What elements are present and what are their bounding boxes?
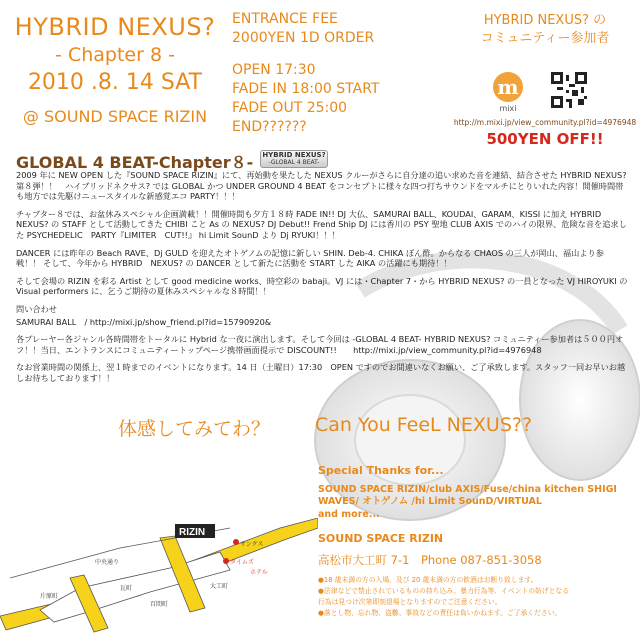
description-paragraph: DANCER には昨年の Beach RAVE、Dj GULD を迎えたオトゲノムの記憶に新しい SHIN. Deb-4. CHIKA ぽん酢。からなる CHAOS の三人が岡山、福山より参戦！！ そして、今年から HYBRID NEXUS? の DANCER として新たに活動を START した AIKA の活躍にも期待！！ bbox=[16, 247, 604, 269]
map-label: 百間町 bbox=[150, 601, 169, 608]
section-title: GLOBAL 4 BEAT-Chapter８- bbox=[16, 153, 254, 172]
catchphrase-japanese: 体感してみてわ？ bbox=[118, 418, 271, 440]
community-title-line1: HYBRID NEXUS? の bbox=[483, 13, 607, 28]
map-label: ホテル bbox=[250, 569, 268, 576]
event-date: 2010 .8. 14 SAT bbox=[27, 70, 203, 95]
qr-code-icon bbox=[551, 72, 587, 108]
description-paragraph: 2009 年に NEW OPEN した『SOUND SPACE RIZIN』にて、再始動を果たした NEXUS クルーがさらに自分達の追い求めた音を連結、結合させた HYBRID NEXUS? 第８弾！！ ハイブリッドネクサス? では GLOBAL かつ UNDER GROUND 4 BEAT をコンセプトに様々な四つ打ちサウンドをマルチにとりいれた内容！開催時間帯も地方では先駆けニュースタイルな新感覚エコ PARTY！！！ bbox=[16, 170, 627, 202]
mixi-logo-text: mixi bbox=[499, 104, 517, 113]
community-title bbox=[455, 12, 635, 48]
description-body bbox=[16, 170, 628, 391]
note-line: ●法律などで禁止されているものの持ち込み、暴力行為等、イベントの妨げとなる bbox=[318, 587, 570, 595]
badge-bottom-text: -GLOBAL 4 BEAT- bbox=[268, 159, 320, 166]
event-chapter: - Chapter 8 - bbox=[55, 44, 175, 66]
fade-out-time: FADE OUT 25:00 END?????? bbox=[232, 100, 348, 135]
thanks-line: and more... bbox=[318, 508, 380, 520]
catchphrase-english: Can You FeeL NEXUS?? bbox=[315, 414, 533, 436]
event-info-block bbox=[232, 10, 412, 137]
discount-text: 500YEN OFF!! bbox=[486, 130, 604, 148]
description-paragraph: チャプター８では、お盆休みスペシャル企画満載！！開催時間も夕方１８時 FADE IN!! DJ 大仏、SAMURAI BALL、KOUDAI、GARAM、KISSI に加え HYBRID NEXUS? の STAFF として活動してきた CHIBI こと As の NEXUS? DJ Debut!! Frend Ship DJ には香川の PSY 聖地 CLUB AXIS でのハイの限界、危険な音を追求した PSYCHEDELIC PARTY『LIMITER CUT!!』 hi Limit SounD より Dj RYUKI！！！ bbox=[16, 208, 627, 240]
map-block bbox=[40, 552, 230, 622]
map-label: 中央通り bbox=[95, 559, 120, 566]
event-title: HYBRID NEXUS? bbox=[14, 13, 216, 41]
note-line: ●18 歳未満の方の入場、及び 20 歳未満の方の飲酒はお断り致します。 bbox=[318, 576, 538, 584]
description-paragraph: 各プレーヤー各ジャンル各時間帯をトータルに Hybrid な一夜に演出します。そして今回は -GLOBAL 4 BEAT- HYBRID NEXUS? コミュニティー参加者は５００円オフ！！当日、エントランスにコミュニティートップページ携帯画面提示で DISCOUNT!! http://mixi.jp/view_community.pl?id=4976948 bbox=[16, 334, 624, 355]
note-line: 行為は見つけ次第即刻退場となりますのでご注意ください。 bbox=[318, 598, 502, 606]
special-thanks-block bbox=[318, 465, 638, 566]
rizin-map-label: RIZIN bbox=[179, 527, 206, 538]
map-label: 片原町 bbox=[40, 593, 59, 600]
contact-line[interactable]: SAMURAI BALL / http://mixi.jp/show_friend.pl?id=15790920& bbox=[16, 316, 272, 327]
event-venue: @ SOUND SPACE RIZIN bbox=[22, 107, 208, 126]
hybrid-nexus-badge bbox=[260, 150, 328, 168]
contact-heading: 問い合わせ bbox=[16, 303, 57, 314]
fee-label: ENTRANCE FEE bbox=[232, 11, 338, 27]
event-title-block bbox=[0, 12, 230, 130]
badge-top-text: HYBRID NEXUS? bbox=[262, 151, 326, 159]
map-label: 瓦町 bbox=[120, 585, 133, 592]
note-line: ●落とし物、忘れ物、盗難、事故などの責任は負いかねます。ご了承ください。 bbox=[318, 609, 562, 617]
thanks-line: WAVES/ オトゲノム /hi Limit SounD/VIRTUAL bbox=[318, 496, 542, 507]
notes-block bbox=[318, 575, 636, 619]
special-thanks-heading: Special Thanks for... bbox=[318, 464, 444, 477]
thanks-line: SOUND SPACE RIZIN/club AXIS/Fuse/china kitchen SHIGI bbox=[318, 483, 617, 495]
community-url[interactable]: http://m.mixi.jp/view_community.pl?id=4976948 bbox=[453, 118, 637, 127]
description-paragraph: そして会場の RIZIN を彩る Artist として good medicine works、時空彩の babaji。VJ には・Chapter 7・から HYBRID NEXUS? の一員となった VJ HIROYUKI の Visual performers に、乞うご期待の夏休みスペシャルな８時間！！ bbox=[16, 275, 628, 297]
community-block bbox=[453, 12, 637, 148]
open-time: OPEN 17:30 bbox=[232, 62, 316, 78]
map-label: サンクス bbox=[240, 541, 264, 548]
map-label: 大工町 bbox=[210, 583, 229, 590]
fee-value: 2000YEN 1D ORDER bbox=[232, 30, 375, 46]
venue-address: 高松市大工町 7-1 Phone 087-851-3058 bbox=[318, 552, 542, 567]
mixi-logo-icon: m bbox=[493, 72, 523, 102]
venue-name: SOUND SPACE RIZIN bbox=[318, 532, 444, 545]
venue-map bbox=[0, 518, 318, 640]
fade-in-time: FADE IN 18:00 START bbox=[232, 81, 380, 97]
community-title-line2: コミュニティー参加者 bbox=[480, 31, 610, 46]
description-paragraph: なお営業時間の関係上、翌１時までのイベントになります。14 日（土曜日）17:30 OPEN ですのでお間違いなくお願い、ご了承致します。スタッフ一同お早いお越しお待ちしております！！ bbox=[16, 362, 626, 383]
special-thanks-list bbox=[318, 484, 638, 522]
map-label: タイムズ bbox=[230, 559, 254, 566]
